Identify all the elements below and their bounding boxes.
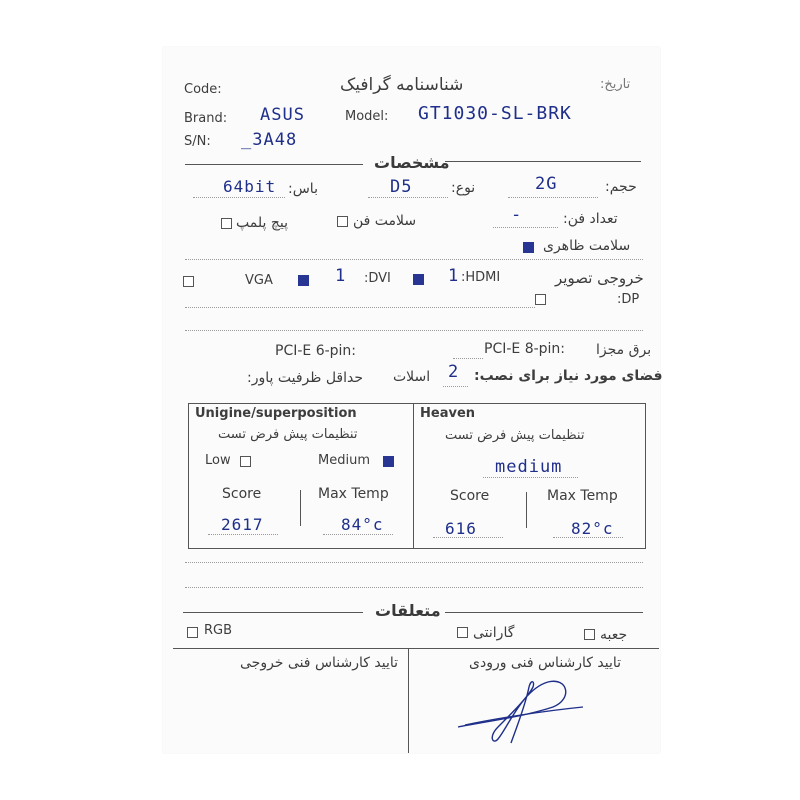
unigine-score-value: 2617 [221, 515, 264, 534]
signature-image [453, 667, 593, 747]
hdmi-label: :HDMI [461, 270, 501, 285]
heaven-cell-divider [526, 492, 527, 528]
box-checkbox[interactable] [584, 629, 595, 640]
appearance-checkbox[interactable] [523, 242, 534, 253]
dvi-label: :DVI [364, 271, 391, 286]
specs-heading: مشخصات [374, 153, 450, 172]
capacity-label: حجم: [605, 179, 637, 195]
date-label: تاریخ: [600, 77, 631, 92]
approval-divider [408, 648, 409, 753]
model-value: GT1030-SL-BRK [418, 103, 572, 124]
screw-checkbox[interactable] [221, 218, 232, 229]
type-value: D5 [390, 177, 413, 197]
slot-label: اسلات [393, 369, 431, 385]
separator-dots [185, 307, 535, 308]
pcie8-label: PCI-E 8-pin: [484, 341, 566, 357]
dp-checkbox[interactable] [535, 294, 546, 305]
unigine-settings: تنظیمات پیش فرض تست [218, 427, 358, 442]
screw-label: پیچ پلمپ [236, 215, 288, 231]
unigine-low-label: Low [205, 453, 231, 468]
fan-health-checkbox[interactable] [337, 216, 348, 227]
pcie6-label: PCI-E 6-pin: [275, 343, 357, 359]
unigine-medium-label: Medium [318, 453, 370, 468]
output-approval-label: تایید کارشناس فنی خروجی [240, 655, 399, 671]
code-label: Code: [184, 82, 222, 97]
bus-field [193, 197, 285, 198]
model-label: Model: [345, 109, 389, 124]
type-label: نوع: [451, 180, 476, 196]
heaven-temp-field [553, 537, 623, 538]
warranty-label: گارانتی [473, 625, 515, 641]
unigine-temp-field [323, 534, 393, 535]
bus-value: 64bit [223, 177, 277, 196]
heaven-temp-value: 82°c [571, 519, 614, 538]
fan-count-field [493, 227, 558, 228]
separator-dots [185, 259, 643, 260]
dp-label: :DP [617, 292, 640, 307]
benchmark-divider [413, 403, 414, 548]
capacity-field [508, 197, 598, 198]
dvi-value: 1 [335, 266, 347, 286]
separator-dots [185, 562, 643, 563]
sn-value: _3A48 [241, 130, 298, 150]
accessories-heading: متعلقات [375, 601, 441, 620]
brand-label: Brand: [184, 111, 228, 126]
graphics-card-form [163, 47, 663, 753]
heaven-preset-field [483, 477, 578, 478]
hdmi-value: 1 [448, 266, 460, 286]
appearance-label: سلامت ظاهری [543, 238, 631, 254]
pcie8-field [453, 358, 483, 359]
rgb-checkbox[interactable] [187, 627, 198, 638]
brand-value: ASUS [260, 105, 305, 125]
dvi-checkbox[interactable] [298, 275, 309, 286]
capacity-value: 2G [535, 174, 558, 194]
heaven-settings: تنظیمات پیش فرض تست [445, 428, 585, 443]
divider-line [185, 164, 363, 165]
divider-line [445, 612, 643, 613]
hdmi-checkbox[interactable] [413, 274, 424, 285]
power-label: برق مجزا [596, 342, 652, 358]
fan-count-label: تعداد فن: [563, 211, 618, 227]
warranty-checkbox[interactable] [457, 627, 468, 638]
vga-label: VGA [245, 273, 273, 288]
fan-count-value: - [511, 205, 523, 225]
video-output-label: خروجی تصویر [555, 269, 644, 287]
box-label: جعبه [600, 627, 628, 643]
heaven-temp-label: Max Temp [547, 488, 618, 504]
install-space-field [443, 386, 468, 387]
heaven-score-field [433, 537, 503, 538]
heaven-score-value: 616 [445, 519, 477, 538]
form-title: شناسنامه گرافیک [340, 75, 464, 95]
separator-dots [185, 587, 643, 588]
extra-output-checkbox[interactable] [183, 276, 194, 287]
unigine-temp-value: 84°c [341, 515, 384, 534]
min-power-label: حداقل ظرفیت پاور: [247, 370, 364, 386]
unigine-low-checkbox[interactable] [240, 456, 251, 467]
unigine-cell-divider [300, 490, 301, 526]
heaven-score-label: Score [450, 488, 490, 504]
install-space-label: فضای مورد نیاز برای نصب: [474, 368, 663, 384]
heaven-title: Heaven [420, 406, 476, 421]
separator-dots [185, 330, 643, 331]
unigine-medium-checkbox[interactable] [383, 456, 394, 467]
install-space-value: 2 [448, 362, 460, 382]
fan-health-label: سلامت فن [353, 213, 417, 229]
sn-label: S/N: [184, 134, 211, 149]
divider-line [183, 612, 363, 613]
unigine-score-field [208, 534, 278, 535]
unigine-temp-label: Max Temp [318, 486, 389, 502]
rgb-label: RGB [204, 623, 233, 638]
divider-line [445, 161, 641, 162]
divider-line [173, 648, 659, 649]
input-approval-label: تایید کارشناس فنی ورودی [469, 655, 622, 671]
unigine-score-label: Score [222, 486, 262, 502]
heaven-preset-value: medium [495, 457, 563, 477]
unigine-title: Unigine/superposition [195, 406, 357, 421]
bus-label: باس: [288, 181, 318, 197]
type-field [368, 197, 448, 198]
